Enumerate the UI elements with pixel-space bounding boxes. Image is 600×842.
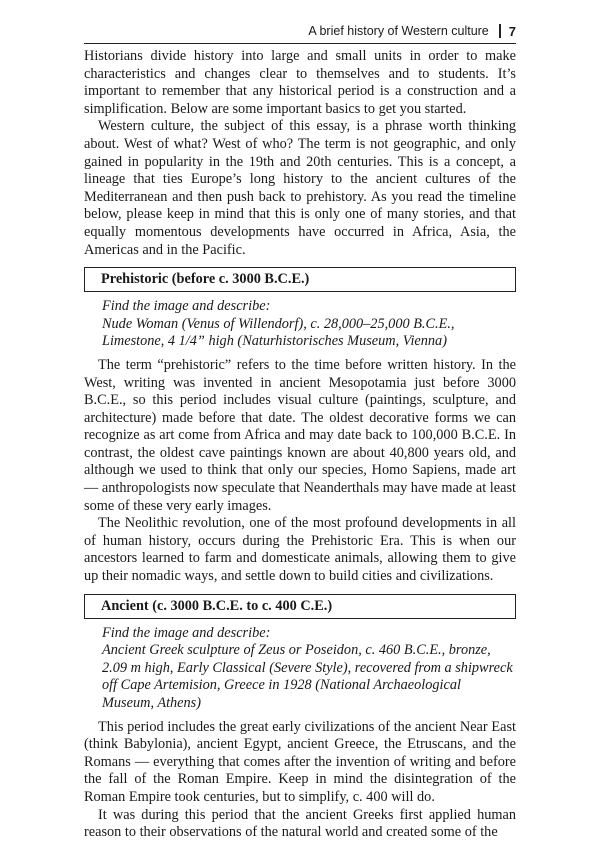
intro-text: [84, 48, 516, 259]
intro-paragraph-1: Historians divide history into large and small units in order to make characteristics and changes clear to themselves and to students. It’s important to remember that any historical period is a construction and a simplification. Below are some important basics to get you started.: [84, 48, 516, 117]
image-prompt-text: Nude Woman (Venus of Willendorf), c. 28,000–25,000 B.C.E., Limestone, 4 1/4” high (Naturhistorisches Museum, Vienna): [102, 315, 455, 350]
image-prompt-text: Ancient Greek sculpture of Zeus or Poseidon, c. 460 B.C.E., bronze, 2.09 m high, Early Classical (Severe Style), recovered from a shipwreck off Cape Artemision, Greece in 1928 (National Archaeological Museum, Athens): [102, 642, 513, 711]
prehistoric-paragraph-2: The Neolithic revolution, one of the most profound developments in all of human history, occurs during the Prehistoric Era. This is when our ancestors learned to farm and domesticate animals, allowing them to give up their nomadic ways, and settle down to build cities and civilizations.: [84, 515, 516, 585]
running-title: A brief history of Western culture: [308, 24, 489, 38]
intro-paragraph-2: Western culture, the subject of this essay, is a phrase worth thinking about. West of what? West of who? The term is not geographic, and only gained in popularity in the 19th and 20th centuries. This is a concept, a lineage that ties Europe’s long history to the ancient cultures of the Mediterranean and then push back to prehistory. As you read the timeline below, please keep in mind that this is only one of many stories, and that equally momentous developments have occurred in Africa, Asia, the Americas and in the Pacific.: [84, 118, 516, 258]
image-prompt-prehistoric: [102, 298, 516, 351]
book-page: [84, 22, 516, 842]
header-divider: [499, 24, 501, 38]
section-heading-prehistoric: Prehistoric (before c. 3000 B.C.E.): [84, 267, 516, 292]
prehistoric-paragraph-1: The term “prehistoric” refers to the time before written history. In the West, writing was invented in ancient Mesopotamia just before 3000 B.C.E., so this period includes visual culture (paintings, sculpture, and architecture) made before that date. The oldest decorative forms we can recognize as art come from Africa and may date back to 100,000 B.C.E. In contrast, the oldest cave paintings known are about 40,800 years old, and although we used to think that only our species, Homo Sapiens, made art — anthropologists now speculate that Neanderthals may have made at least some of these very early images.: [84, 356, 516, 514]
ancient-text: [84, 719, 516, 842]
running-header: [84, 22, 516, 44]
section-heading-ancient: Ancient (c. 3000 B.C.E. to c. 400 C.E.): [84, 594, 516, 619]
prehistoric-text: [84, 357, 516, 586]
page-number: 7: [508, 23, 516, 39]
image-prompt-label: Find the image and describe:: [102, 298, 271, 315]
image-prompt-ancient: [102, 625, 516, 713]
ancient-paragraph-2: It was during this period that the ancient Greeks first applied human reason to their observations of the natural world and created some of the: [84, 806, 516, 841]
ancient-paragraph-1: This period includes the great early civilizations of the ancient Near East (think Babylonia), ancient Egypt, ancient Greece, the Etruscans, and the Romans — everything that comes after the invention of writing and before the fall of the Roman Empire. Keep in mind the disintegration of the Roman Empire took centuries, but to simplify, c. 400 will do.: [84, 718, 516, 805]
image-prompt-label: Find the image and describe:: [102, 624, 271, 641]
